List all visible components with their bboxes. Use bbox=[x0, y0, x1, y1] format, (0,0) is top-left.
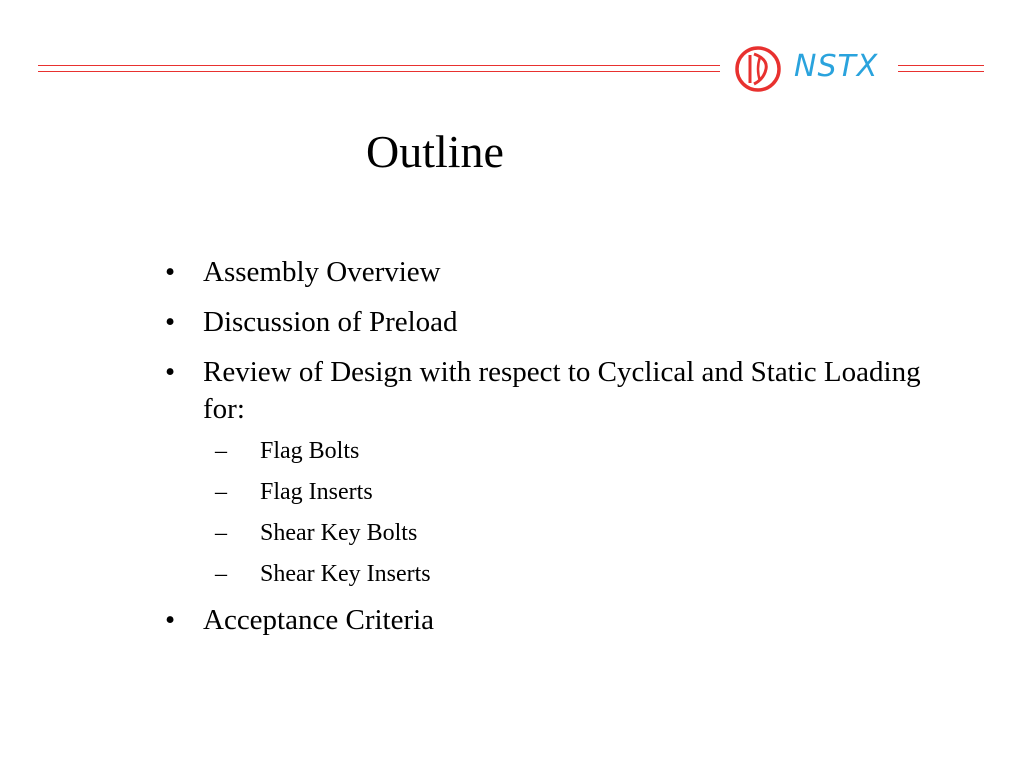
slide-header bbox=[0, 0, 1024, 110]
sub-item-label: Shear Key Inserts bbox=[260, 561, 431, 587]
sub-item-flag-bolts bbox=[215, 436, 967, 466]
nstx-seal-icon bbox=[734, 45, 782, 93]
bullet: • bbox=[165, 604, 176, 636]
sub-item-label: Shear Key Bolts bbox=[260, 520, 418, 546]
outline-sub-list bbox=[203, 436, 955, 589]
nstx-logo-text: NSTX bbox=[794, 49, 879, 84]
outline-item-review-of-design bbox=[165, 354, 955, 589]
header-rule-bottom-right bbox=[898, 71, 984, 72]
sub-bullet: – bbox=[215, 479, 227, 505]
outline-list bbox=[165, 254, 955, 639]
sub-bullet: – bbox=[215, 438, 227, 464]
nstx-logo bbox=[734, 45, 894, 93]
sub-item-flag-inserts bbox=[215, 477, 967, 507]
slide-title: Outline bbox=[366, 126, 504, 177]
sub-item-shear-key-inserts bbox=[215, 559, 967, 589]
outline-item-acceptance-criteria bbox=[165, 602, 955, 639]
header-rule-bottom-left bbox=[38, 71, 720, 72]
outline-item-discussion-of-preload bbox=[165, 304, 955, 341]
header-rule-top-right bbox=[898, 65, 984, 66]
outline-item-label: Assembly Overview bbox=[203, 256, 441, 288]
outline-item-assembly-overview bbox=[165, 254, 955, 291]
outline-item-label: Discussion of Preload bbox=[203, 306, 458, 338]
bullet: • bbox=[165, 356, 176, 388]
sub-item-label: Flag Bolts bbox=[260, 438, 360, 464]
sub-bullet: – bbox=[215, 520, 227, 546]
sub-bullet: – bbox=[215, 561, 227, 587]
bullet: • bbox=[165, 306, 176, 338]
outline-item-label: Review of Design with respect to Cyclical and Static Loading for: bbox=[203, 356, 921, 425]
sub-item-shear-key-bolts bbox=[215, 518, 967, 548]
bullet: • bbox=[165, 256, 176, 288]
header-rule-top-left bbox=[38, 65, 720, 66]
sub-item-label: Flag Inserts bbox=[260, 479, 373, 505]
outline-item-label: Acceptance Criteria bbox=[203, 604, 435, 636]
